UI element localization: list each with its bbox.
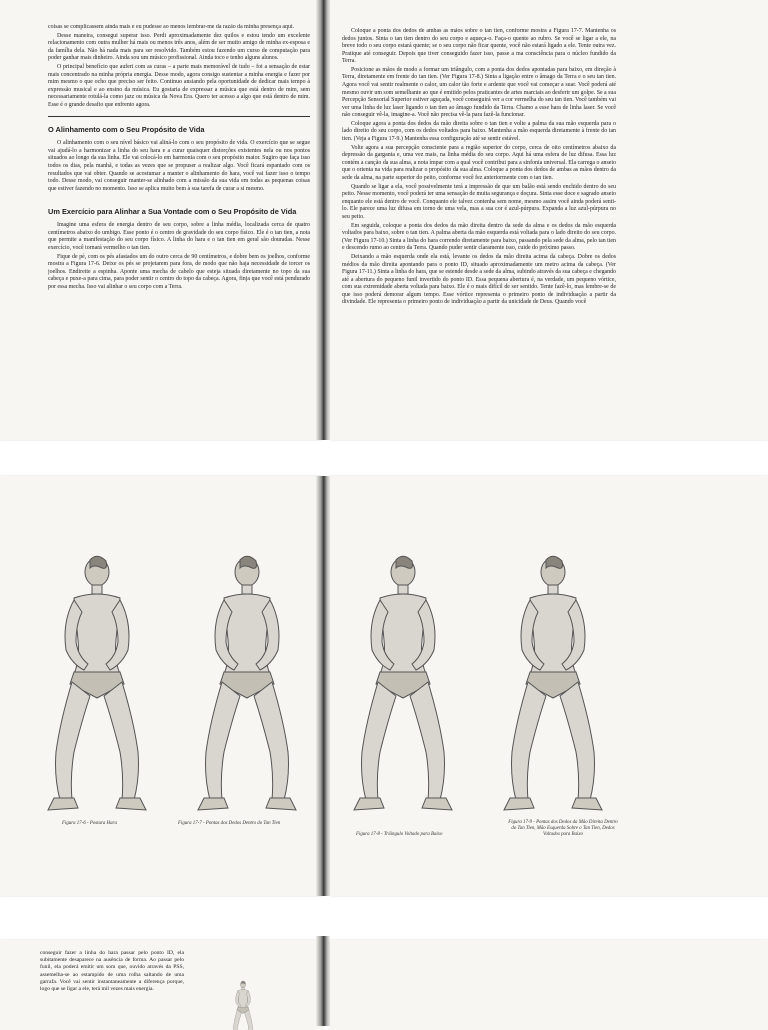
figure-17-6 — [32, 552, 162, 814]
section-title: O Alinhamento com o Seu Propósito de Vida — [48, 125, 205, 135]
figure-caption: Figura 17-7 - Pontas dos Dedos Dentro do Tan Tien — [178, 821, 281, 826]
section-divider — [48, 116, 310, 117]
paragraph: conseguir fazer a linha do hara passar pelo ponto ID, ela subitamente desaparece na ausência de forma. Ao passar pelo funil, ela poderá emitir um som que, ouvido através da PSS, assemelha-se ao estampido de uma rolha saltando de uma garrafa. Você vai sentir instantaneamente a diferença porque, logo que se ligar a ele, terá mil vezes mais energia. — [40, 950, 184, 993]
woman-fingers-tan-tien-illustration — [182, 552, 312, 814]
paragraph: Desse maneira, consegui superar isso. Perdi aproximadamente dez quilos e estou tendo um excelente relacionamento com outra mulher há mais ou menos três anos, além de ser muito amigo de minha ex-esposa e da família dela. Não há nada mais para ser resolvido. Também estou fazendo um curso de computação para poder ganhar mais dinheiro. Ainda sou um músico profissional. Ainda toco e tenho alguns alunos. — [48, 32, 310, 62]
bottom-area — [0, 936, 768, 1024]
woman-triangle-illustration — [338, 552, 468, 814]
paragraph: Fique de pé, com os pés afastados um do outro cerca de 90 centímetros, e dobre bem os joelhos, conforme mostra a Figura 17-6. Deixe os pés se projetarem para fora, de modo que não haja necessidade de torcer os joelhos. Endireite a espinha. Aponte uma mecha de cabelo que esteja situada diretamente no topo da sua cabeça e puxe-a para cima, para poder sentir o centro do topo da cabeça. Agora, finja que você está pendurado por essa mecha. Isso vai alinhar o seu corpo com a Terra. — [48, 253, 310, 290]
paragraph: Posicione as mãos de modo a formar um triângulo, com a ponta dos dedos apontadas para baixo, em direção à Terra, diretamente em frente do tan tien. (Ver Figura 17-8.) Sinta a ligação entre o âmago da Terra e o seu tan tien. Agora você vai sentir realmente o calor, um calor tão forte e ardente que você vai começar a suar. Você poderá até mesmo ouvir um som semelhante ao que é emitido pelos praticantes de artes marciais ao desferir um golpe. Se a sua Percepção Sensorial Superior estiver aguçada, você conseguirá ver a cor vermelha do seu tan tien. Você também vai ver uma linha de luz laser ligando o tan tien ao âmago fundido da Terra. Chamo a esse hara de linha laser. Se você não conseguir vê-la, imagine-a. Você não precisa vê-la para fazê-la funcionar. — [342, 66, 616, 119]
figure-caption: Figura 17-6 - Postura Hara — [62, 821, 117, 826]
left-page — [0, 0, 322, 440]
figure-17-7 — [182, 552, 312, 814]
figure-17-8 — [338, 552, 468, 814]
paragraph: O principal benefício que auferi com as curas – a parte mais memorável de tudo – foi a sensação de estar mais concentrado na minha própria energia. Desse modo, agora consigo sustentar a minha energia e fazer por mim mesmo o que ocho que preciso ser feito. Continuo ansiando pela oportunidade de dedicar mais tempo à expressão musical e ao ensino da música. Eu gostaria de expressar a música que está dentro de mim, sem necessariamente rotulá-la como jazz ou música da Nova Era. Quero ter acesso a algo que está dentro de mim. Esse é o grande desafio que enfrento agora. — [48, 64, 310, 108]
right-page-text — [342, 28, 616, 436]
figure-17-9 — [488, 552, 618, 814]
section-title: Um Exercício para Alinhar a Sua Vontade com o Seu Propósito de Vida — [48, 207, 297, 217]
woman-right-hand-tan-tien-illustration — [488, 552, 618, 814]
top-spread — [0, 0, 768, 440]
figure-spread — [0, 476, 768, 896]
right-page — [330, 0, 768, 440]
paragraph: O alinhamento com o seu nível básico vai aliná-lo com o seu propósito de vida. O exercício que se segue vai ajudá-lo a harmonizar a linha do seu hara e a curar quaisquer distorções existentes nela ou nos pontos situados ao longo da sua linha. Ele vai colocá-lo em harmonia com o seu propósito maior. Sugiro que faça isso todos os dias, pela manhã, e todas as vezes que se propuser a realizar algo. Você ficará espantado com os resultados que vai obter. Quando se acostumar a manter o alinhamento do hara, você vai fazer isso o tempo todo. Desse modo, vai conseguir manter-se alinhado com a missão da sua vida em todas as pequenas coisas que estiver fazendo no momento. Isso se aplica muito bem à sua tarefa de curar a si mesmo. — [48, 140, 310, 192]
paragraph: Em seguida, coloque a ponta dos dedos da mão direita dentro da sede da alma e os dedos da mão esquerda voltados para baixo, sobre o tan tien. A palma aberta da mão esquerda está voltada para o lado direito do seu corpo. (Ver Figura 17-10.) Sinta a linha do hara correndo diretamente para baixo, passando pela sede da alma, pelo tan tien e descendo rumo ao centro da Terra. Quando puder sentir claramente isso, cuide do próximo passo. — [342, 222, 616, 252]
paragraph: Deixando a mão esquerda onde ela está, levante os dedos da mão direita acima da cabeça. Dobre os dedos médios da mão direita apontando para o ponto ID, situado aproximadamente um metro acima da cabeça. (Ver Figura 17-11.) Sinta a linha do hara, que se estende desde a sede da alma, subindo através da sua cabeça e chegando até a abertura do pequeno funil invertido do ponto ID. Essa pequena abertura é, na verdade, um pequeno vórtice, com sua extremidade aberta voltada para baixo. Ele é o mais difícil de ser sentido. Tente fazê-lo, mas lembre-se de que isso poderá demorar algum tempo. Esse vórtice representa o primeiro ponto de individuação a partir da divindade. Ele representa o primeiro ponto de individuação a partir da unicidade de Deus. Quando você — [342, 253, 616, 306]
paragraph: Imagine uma esfera de energia dentro de seu corpo, sobre a linha média, localizada cerca de quatro centímetros abaixo do umbigo. Esse ponto é o centro de gravidade do seu corpo físico. Ele é o tan tien, a nota que permite a manifestação do seu corpo físico. A linha do hara e o tan tien em geral são douradas. Nesse exercício, você tornará vermelho o tan tien. — [48, 222, 310, 251]
partial-figure — [218, 980, 268, 1030]
paragraph: Coloque agora a ponta dos dedos da mão direita sobre o tan tien e volte a palma da sua mão esquerda para o lado direito do seu corpo, com os dedos voltados para baixo. Mantenha a mão esquerda diretamente à frente do tan tien. (Veja a Figura 17-9.) Mantenha essa configuração até se sentir estável. — [342, 120, 616, 143]
book-gutter — [316, 0, 330, 440]
woman-hara-posture-illustration — [32, 552, 162, 814]
paragraph: coisas se complicassem ainda mais e eu pudesse ao menos lembrar-me da razão da minha presença aqui. — [48, 24, 295, 30]
paragraph: Coloque a ponta dos dedos de ambas as mãos sobre o tan tien, conforme mostra a Figura 17-7. Mantenha os dedos juntos. Sinta o tan tien dentro do seu corpo e aqueça-o. Faça-o quente ao rubro. Se você se ligar a ele, na breve todo o seu corpo estará quente; se o seu corpo não ficar quente, você não estará ligado a ele. Tente outra vez. Pratique até conseguir. Depois que tiver conseguido fazer isso, passe a ma consciência para o núcleo fundido da Terra. — [342, 28, 616, 65]
figure-caption: Figura 17-8 - Triângulo Voltado para Baixo — [356, 832, 443, 837]
woman-partial-illustration — [218, 980, 268, 1030]
paragraph: Quando se ligar a ela, você possivelmente terá a impressão de que um balão está sendo enchido dentro do seu peito. Nesse momento, você poderá ter uma sensação de muita segurança e doçura. Sinta esse doce e sagrado anseio enquanto ele está dentro de você. Conquanto ele talvez contenha sem nome, mesmo assim você ainda poderá senti-lo. Ele parece uma luz difusa em torno de uma vela, mas a sua cor é azul-púrpura. Expanda a luz azul-púrpura no seu peito. — [342, 183, 616, 220]
book-gutter — [316, 476, 330, 896]
figure-caption: Figura 17-9 - Pontas dos Dedos da Mão Direita Dentro do Tan Tien, Mão Esquerda Sobre o Tan Tien, Dedos Voltados para Baixo — [508, 820, 618, 837]
left-page-text — [48, 24, 310, 436]
bottom-page-text — [40, 950, 184, 1024]
book-gutter — [316, 936, 330, 1026]
bottom-page — [0, 940, 322, 1030]
bottom-page-right — [330, 940, 768, 1030]
paragraph: Volte agora a sua percepção consciente para a região superior do corpo, cerca de oito centímetros abaixo da depressão da garganta e, uma vez mais, na linha média do seu corpo. Aqui há uma esfera de luz difusa. Essa luz contém a canção da sua alma, a nota ímpar com a qual você contribui para a sinfonia universal. Ela carrega o anseio que o orienta na vida para realizar o propósito da sua alma. Coloque a ponta dos dedos de ambas as mãos dentro da sede da alma, na parte superior do peito, conforme você fez anteriormente com o tan tien. — [342, 144, 616, 181]
